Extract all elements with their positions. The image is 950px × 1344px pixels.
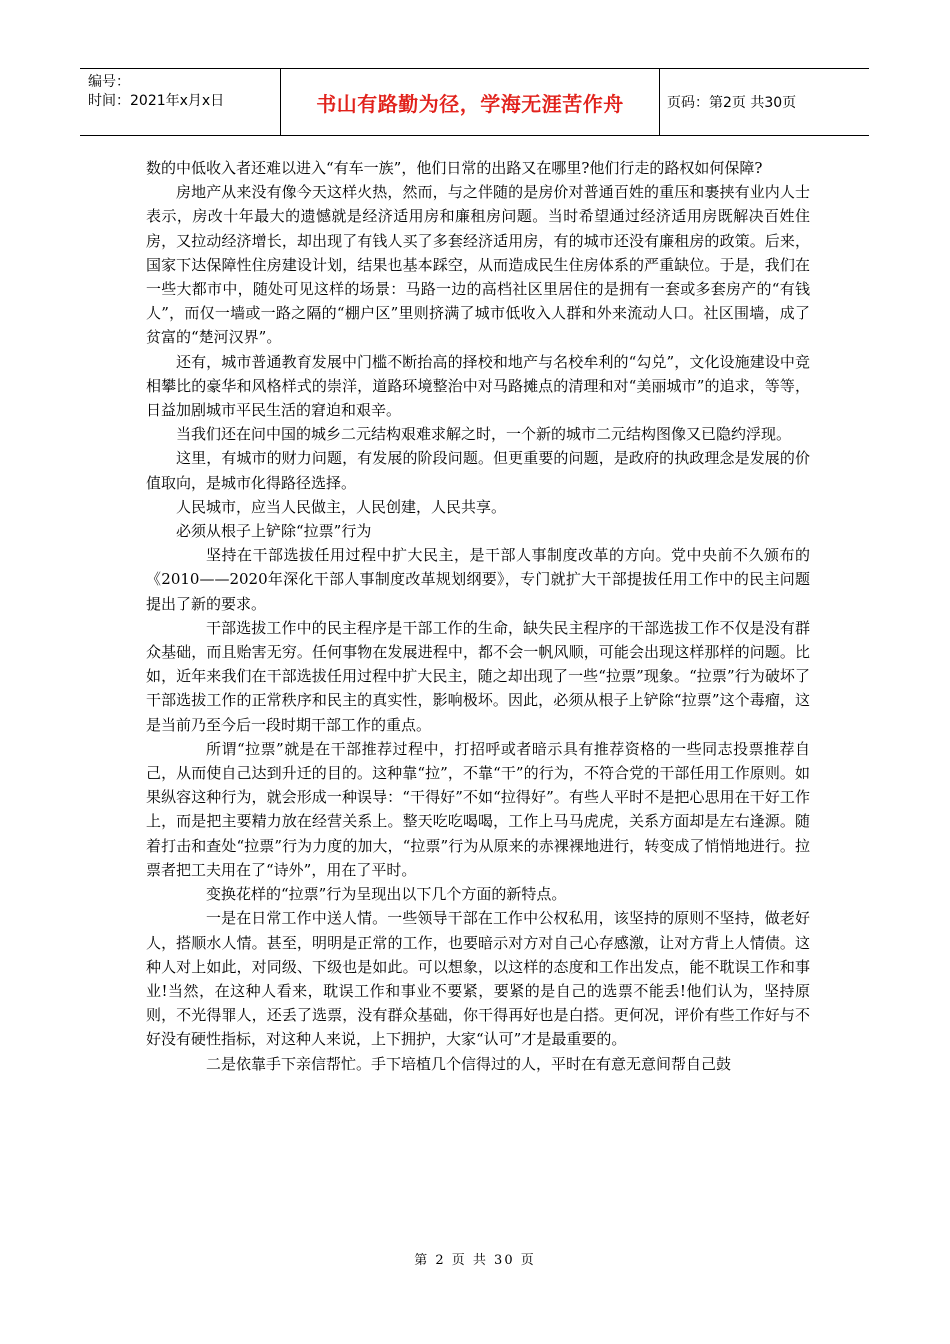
header-motto: 书山有路勤为径，学海无涯苦作舟 [281, 69, 660, 135]
header-page-info: 页码：第2页 共30页 [667, 95, 797, 111]
body-paragraph: 人民城市，应当人民做主，人民创建，人民共享。 [176, 497, 507, 516]
body-paragraph: 这里，有城市的财力问题，有发展的阶段问题。但更重要的问题，是政府的执政理念是发展的价值取向，是城市化得路径选择。 [146, 449, 810, 492]
body-paragraph: 必须从根子上铲除“拉票”行为 [176, 522, 372, 541]
body-paragraph: 当我们还在问中国的城乡二元结构艰难求解之时，一个新的城市二元结构图像又已隐约浮现。 [176, 425, 792, 444]
body-paragraph: 数的中低收入者还难以进入“有车一族”，他们日常的出路又在哪里?他们行走的路权如何保障? [146, 159, 763, 177]
body-paragraph: 一是在日常工作中送人情。一些领导干部在工作中公权私用，该坚持的原则不坚持，做老好人，搭顺水人情。甚至，明明是正常的工作，也要暗示对方对自己心存感激，让对方背上人情债。这种人对上如此，对同级、下级也是如此。可以想象，以这样的态度和工作出发点，能不耽误工作和事业!当然，在这种人看来，耽误工作和事业不要紧，要紧的是自己的选票不能丢!他们认为，坚持原则，不光得罪人，还丢了选票，没有群众基础，你干得再好也是白搭。更何况，评价有些工作好与不好没有硬性指标，对这种人来说，上下拥护，大家“认可”才是最重要的。 [146, 909, 810, 1049]
document-number-label: 编号： [88, 74, 130, 90]
header-meta-cell [80, 69, 281, 135]
body-paragraph: 二是依靠手下亲信帮忙。手下培植几个信得过的人，平时在有意无意间帮自己鼓 [206, 1054, 732, 1073]
body-paragraph: 变换花样的“拉票”行为呈现出以下几个方面的新特点。 [206, 885, 567, 904]
body-paragraph: 所谓“拉票”就是在干部推荐过程中，打招呼或者暗示具有推荐资格的一些同志投票推荐自己，从而使自己达到升迁的目的。这种靠“拉”，不靠“干”的行为，不符合党的干部任用工作原则。如果纵容这种行为，就会形成一种误导：“干得好”不如“拉得好”。有些人平时不是把心思用在干好工作上，而是把主要精力放在经营关系上。整天吃吃喝喝，工作上马马虎虎，关系方面却是左右逢源。随着打击和查处“拉票”行为力度的加大，“拉票”行为从原来的赤裸裸地进行，转变成了悄悄地进行。拉票者把工夫用在了“诗外”，用在了平时。 [146, 739, 810, 879]
document-body [146, 156, 810, 1076]
page-header [80, 68, 869, 136]
page-footer: 第 2 页 共 30 页 [414, 1253, 536, 1268]
document-time-label: 时间：2021年x月x日 [88, 93, 225, 109]
body-paragraph: 坚持在干部选拔任用过程中扩大民主，是干部人事制度改革的方向。党中央前不久颁布的《2010——2020年深化干部人事制度改革规划纲要》，专门就扩大干部提拔任用工作中的民主问题提出了新的要求。 [146, 546, 810, 613]
body-paragraph: 房地产从来没有像今天这样火热，然而，与之伴随的是房价对普通百姓的重压和裹挟有业内人士表示，房改十年最大的遗憾就是经济适用房和廉租房问题。当时希望通过经济适用房既解决百姓住房，又拉动经济增长，却出现了有钱人买了多套经济适用房，有的城市还没有廉租房的政策。后来，国家下达保障性住房建设计划，结果也基本踩空，从而造成民生住房体系的严重缺位。于是，我们在一些大都市中，随处可见这样的场景：马路一边的高档社区里居住的是拥有一套或多套房产的“有钱人”，而仅一墙或一路之隔的“棚户区”里则挤满了城市低收入人群和外来流动人口。社区围墙，成了贫富的“楚河汉界”。 [146, 183, 810, 347]
body-paragraph: 还有，城市普通教育发展中门槛不断抬高的择校和地产与名校牟利的“勾兑”，文化设施建设中竞相攀比的豪华和风格样式的崇洋，道路环境整治中对马路摊点的清理和对“美丽城市”的追求，等等，日益加剧城市平民生活的窘迫和艰辛。 [146, 352, 810, 420]
body-paragraph: 干部选拔工作中的民主程序是干部工作的生命，缺失民主程序的干部选拔工作不仅是没有群众基础，而且贻害无穷。任何事物在发展进程中，都不会一帆风顺，可能会出现这样那样的问题。比如，近年来我们在干部选拔任用过程中扩大民主，随之却出现了一些“拉票”现象。“拉票”行为破坏了干部选拔工作的正常秩序和民主的真实性，影响极坏。因此，必须从根子上铲除“拉票”这个毒瘤，这是当前乃至今后一段时期干部工作的重点。 [146, 618, 810, 734]
